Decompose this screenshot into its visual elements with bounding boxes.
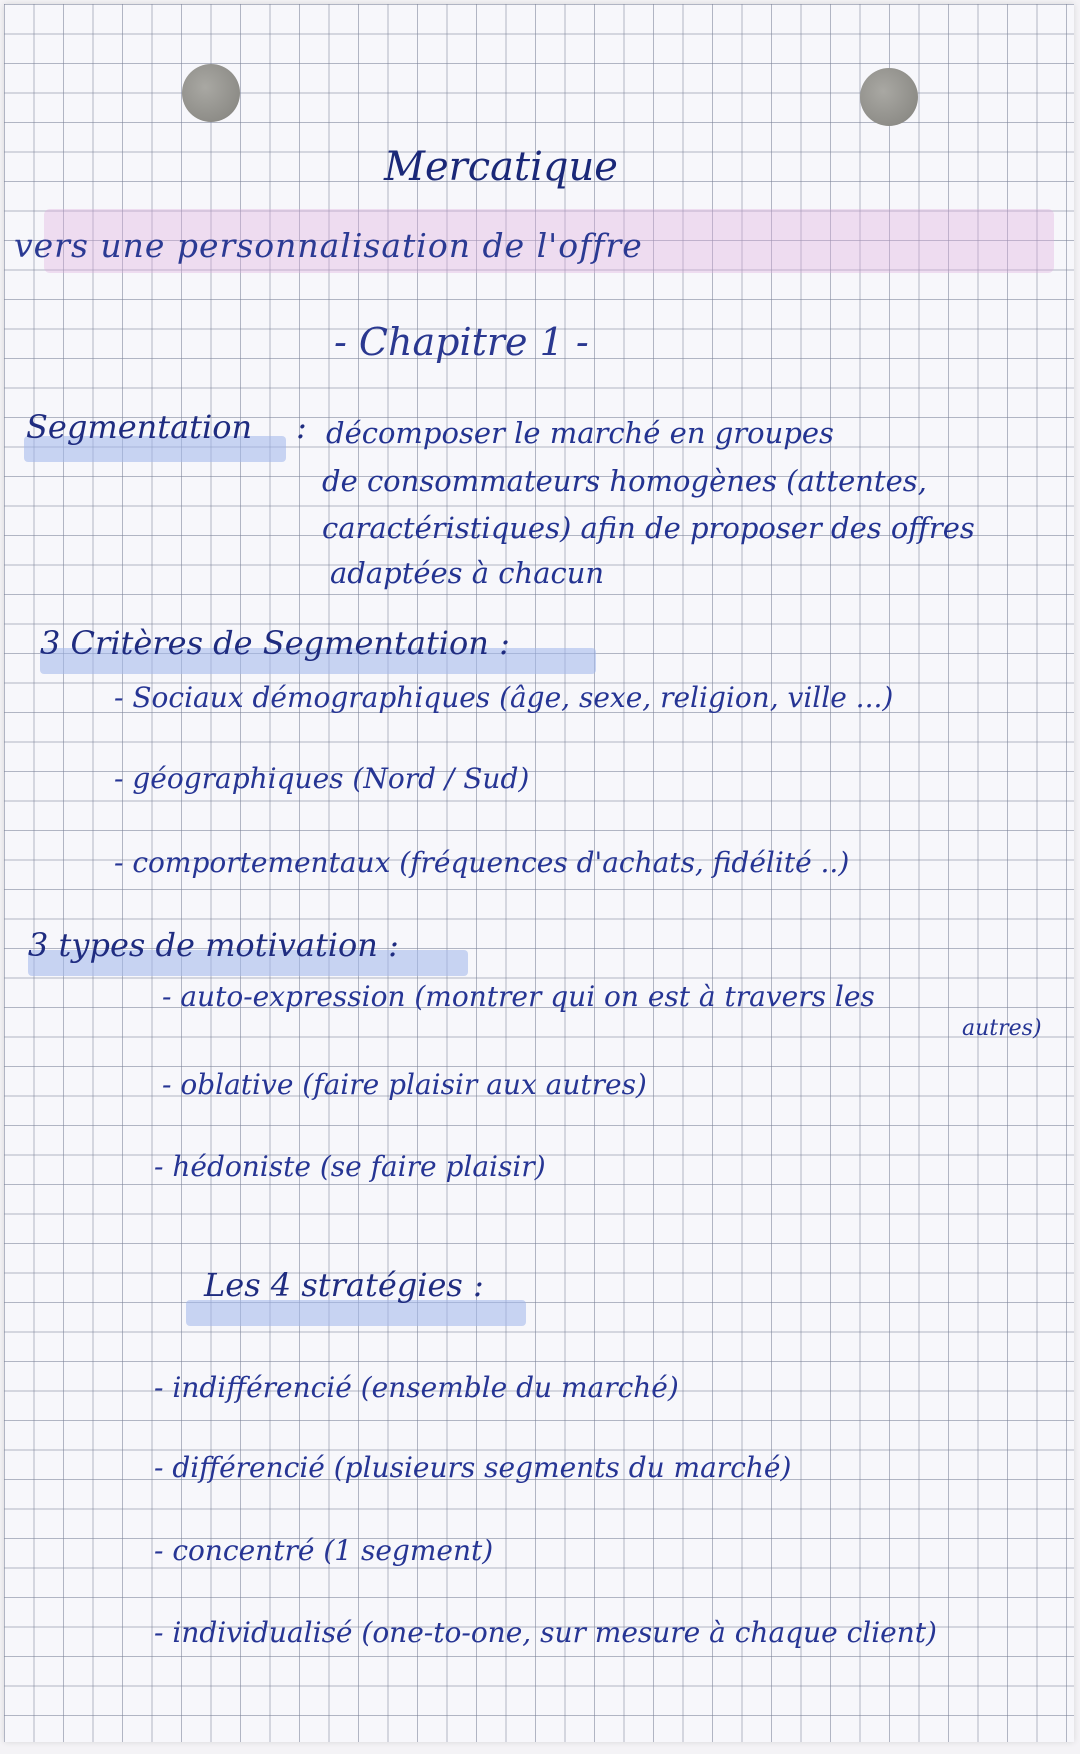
strategies-item: - différencié (plusieurs segments du marché)	[154, 1451, 792, 1484]
strategies-item: - individualisé (one-to-one, sur mesure à chaque client)	[154, 1616, 937, 1649]
punch-hole-right	[860, 68, 918, 126]
page-subtitle: vers une personnalisation de l'offre	[14, 226, 643, 265]
criteres-item: - Sociaux démographiques (âge, sexe, religion, ville ...)	[114, 681, 894, 714]
motivation-item: - oblative (faire plaisir aux autres)	[162, 1068, 647, 1101]
segmentation-term: Segmentation	[26, 408, 253, 446]
definition-line: décomposer le marché en groupes	[326, 416, 834, 450]
motivation-heading: 3 types de motivation :	[28, 926, 399, 964]
criteres-item: - géographiques (Nord / Sud)	[114, 762, 530, 795]
definition-line: adaptées à chacun	[330, 556, 605, 590]
definition-line: caractéristiques) afin de proposer des offres	[322, 511, 975, 545]
strategies-heading: Les 4 stratégies :	[204, 1266, 484, 1304]
page-title: Mercatique	[384, 144, 618, 190]
criteres-heading: 3 Critères de Segmentation :	[40, 624, 510, 662]
strategies-item: - indifférencié (ensemble du marché)	[154, 1371, 679, 1404]
graph-paper-page	[4, 4, 1074, 1742]
criteres-item: - comportementaux (fréquences d'achats, fidélité ..)	[114, 846, 850, 879]
motivation-item-continuation: autres)	[962, 1016, 1042, 1041]
motivation-item: - auto-expression (montrer qui on est à travers les	[162, 980, 875, 1013]
motivation-item: - hédoniste (se faire plaisir)	[154, 1150, 546, 1183]
punch-hole-left	[182, 64, 240, 122]
chapter-heading: - Chapitre 1 -	[334, 320, 589, 364]
definition-line: de consommateurs homogènes (attentes,	[322, 464, 927, 498]
strategies-item: - concentré (1 segment)	[154, 1534, 494, 1567]
segmentation-colon: :	[296, 408, 307, 446]
